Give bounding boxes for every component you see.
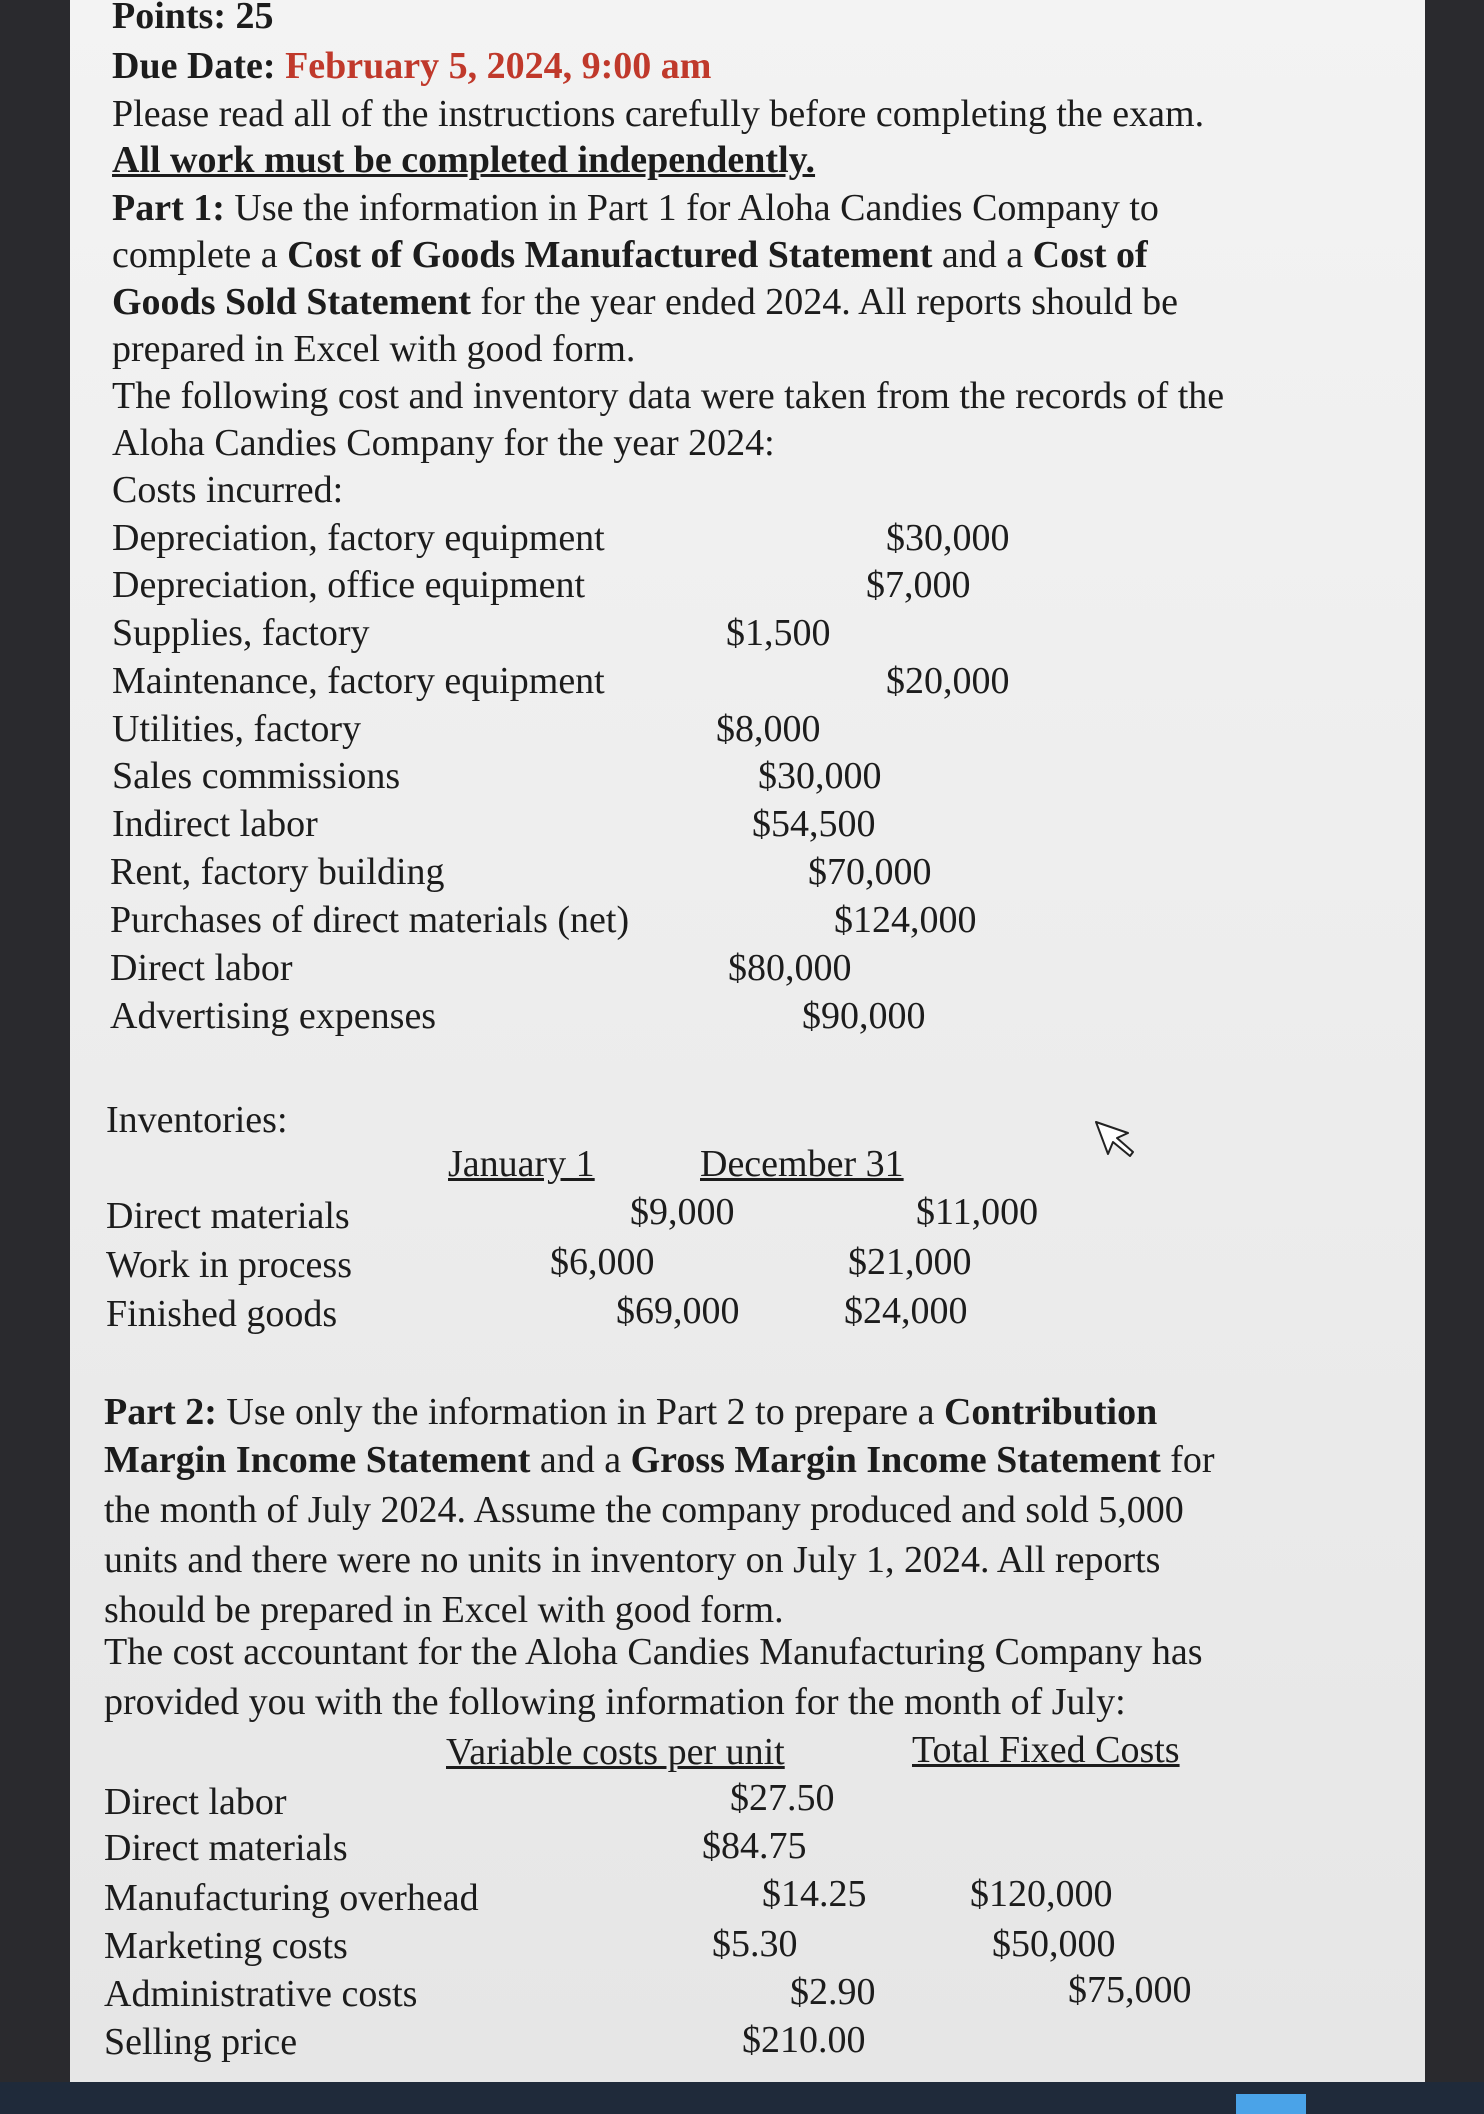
inventory-label: Work in process <box>106 1244 352 1286</box>
part2-line-7: provided you with the following information for the month of July: <box>104 1681 1126 1723</box>
mouse-pointer-icon <box>1090 1118 1138 1166</box>
cost-value: $70,000 <box>808 851 932 893</box>
cost-value: $20,000 <box>886 660 1010 702</box>
cost-value: $1,500 <box>726 612 831 654</box>
inventory-dec: $11,000 <box>916 1191 1039 1233</box>
inventory-col-december: December 31 <box>700 1143 904 1185</box>
inventory-label: Finished goods <box>106 1293 338 1335</box>
part2-line-6: The cost accountant for the Aloha Candies Manufacturing Company has <box>104 1631 1203 1673</box>
cost-value: $54,500 <box>752 803 876 845</box>
cost-value: $7,000 <box>866 564 971 606</box>
part1-line-1: Part 1: Use the information in Part 1 for Aloha Candies Company to <box>112 187 1159 229</box>
cost-label: Utilities, factory <box>112 708 362 750</box>
inventory-jan: $69,000 <box>616 1290 740 1332</box>
cost-row-label: Direct labor <box>104 1781 287 1823</box>
instructions-line: Please read all of the instructions carefully before completing the exam. <box>112 93 1205 135</box>
variable-cost: $5.30 <box>712 1923 798 1965</box>
cost-row-label: Direct materials <box>104 1827 348 1869</box>
cost-value: $80,000 <box>728 947 852 989</box>
variable-cost: $14.25 <box>762 1873 867 1915</box>
cost-label: Advertising expenses <box>110 995 437 1037</box>
variable-cost: $2.90 <box>790 1971 876 2013</box>
cost-value: $30,000 <box>758 755 882 797</box>
part1-line-3: Goods Sold Statement for the year ended 2024. All reports should be <box>112 281 1178 323</box>
cost-row-label: Selling price <box>104 2021 298 2063</box>
part2-line-3: the month of July 2024. Assume the company produced and sold 5,000 <box>104 1489 1184 1531</box>
part2-label: Part 2: <box>104 1391 217 1433</box>
part1-line-5: The following cost and inventory data were taken from the records of the <box>112 375 1225 417</box>
cost-label: Depreciation, office equipment <box>112 564 586 606</box>
fixed-costs-header: Total Fixed Costs <box>912 1729 1180 1771</box>
inventory-jan: $6,000 <box>550 1241 655 1283</box>
fixed-cost: $50,000 <box>992 1923 1116 1965</box>
cost-label: Rent, factory building <box>110 851 445 893</box>
taskbar-app-icon[interactable] <box>1236 2094 1306 2114</box>
part2-line-1: Part 2: Use only the information in Part 2 to prepare a Contribution <box>104 1391 1158 1433</box>
part1-line-2: complete a Cost of Goods Manufactured Statement and a Cost of <box>112 234 1148 276</box>
cost-label: Supplies, factory <box>112 612 370 654</box>
variable-cost: $210.00 <box>742 2019 866 2061</box>
variable-costs-header: Variable costs per unit <box>446 1731 785 1773</box>
cost-value: $30,000 <box>886 517 1010 559</box>
cost-value: $90,000 <box>802 995 926 1037</box>
cost-label: Purchases of direct materials (net) <box>110 899 630 941</box>
variable-cost: $84.75 <box>702 1825 807 1867</box>
part1-line-4: prepared in Excel with good form. <box>112 328 636 370</box>
part2-line-5: should be prepared in Excel with good form. <box>104 1589 784 1631</box>
inventory-jan: $9,000 <box>630 1191 735 1233</box>
cost-row-label: Marketing costs <box>104 1925 348 1967</box>
part2-line-2: Margin Income Statement and a Gross Margin Income Statement for <box>104 1439 1215 1481</box>
due-date-label: Due Date: <box>112 45 276 87</box>
cost-value: $124,000 <box>834 899 977 941</box>
inventories-heading: Inventories: <box>106 1099 288 1141</box>
inventory-dec: $24,000 <box>844 1290 968 1332</box>
cost-label: Depreciation, factory equipment <box>112 517 605 559</box>
cost-row-label: Manufacturing overhead <box>104 1877 479 1919</box>
costs-heading: Costs incurred: <box>112 469 344 511</box>
inventory-col-january: January 1 <box>448 1143 595 1185</box>
points-line: Points: 25 <box>112 0 274 37</box>
fixed-cost: $120,000 <box>970 1873 1113 1915</box>
due-date-line <box>112 44 711 88</box>
cost-label: Direct labor <box>110 947 293 989</box>
cost-label: Indirect labor <box>112 803 318 845</box>
fixed-cost: $75,000 <box>1068 1969 1192 2011</box>
variable-cost: $27.50 <box>730 1777 835 1819</box>
due-date-value: February 5, 2024, 9:00 am <box>285 45 712 87</box>
cost-row-label: Administrative costs <box>104 1973 418 2015</box>
part2-line-4: units and there were no units in inventory on July 1, 2024. All reports <box>104 1539 1161 1581</box>
cost-value: $8,000 <box>716 708 821 750</box>
independent-notice: All work must be completed independently. <box>112 139 816 181</box>
cost-label: Maintenance, factory equipment <box>112 660 605 702</box>
inventory-dec: $21,000 <box>848 1241 972 1283</box>
part1-label: Part 1: <box>112 187 225 229</box>
cost-label: Sales commissions <box>112 755 401 797</box>
inventory-label: Direct materials <box>106 1195 350 1237</box>
part1-line-6: Aloha Candies Company for the year 2024: <box>112 422 775 464</box>
